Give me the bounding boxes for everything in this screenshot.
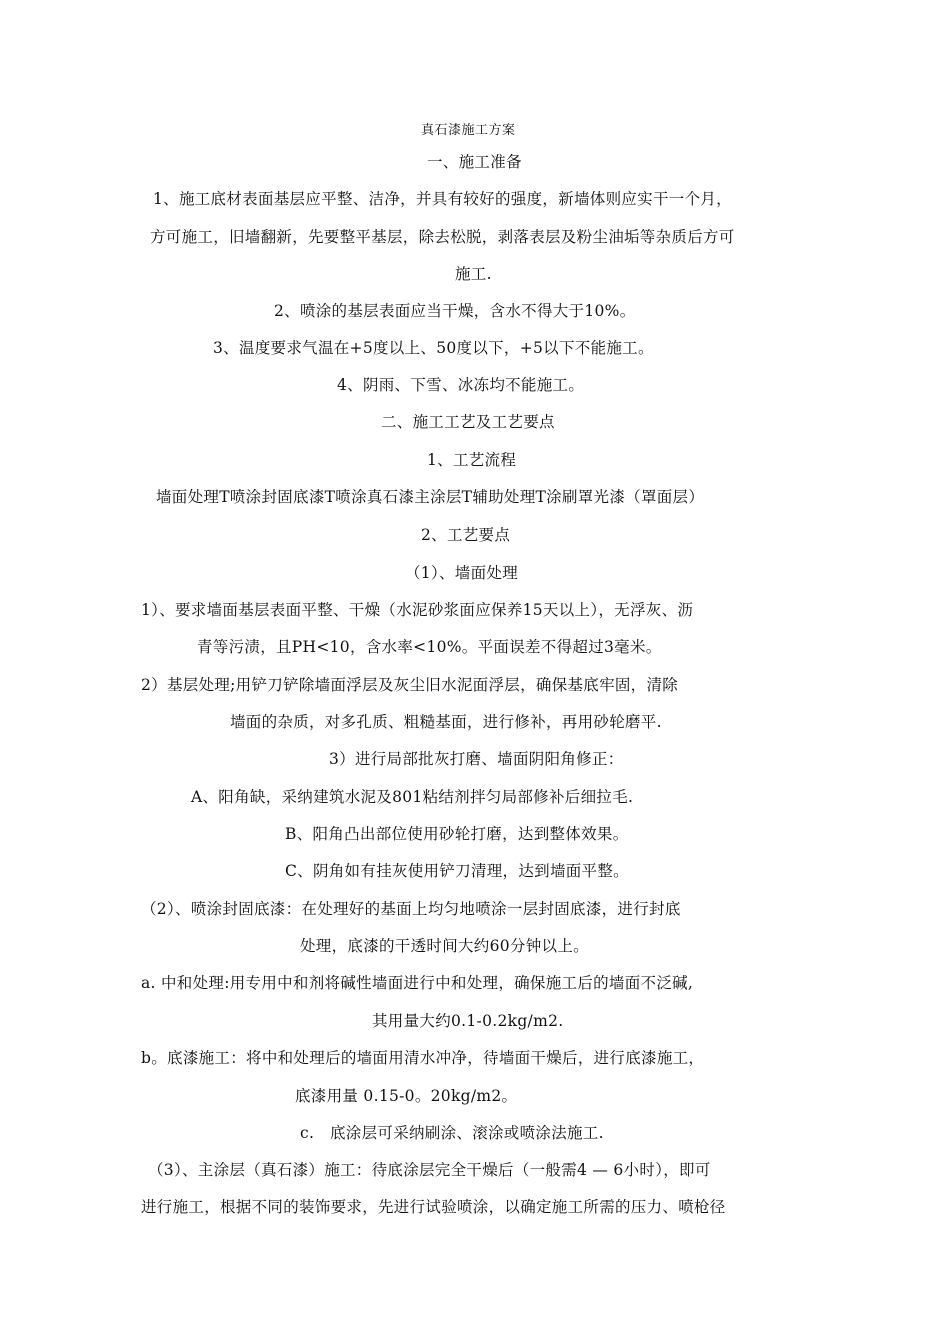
heading-wall-treatment: （1）、墙面处理	[405, 564, 519, 582]
paragraph-line: 方可施工，旧墙翻新，先要整平基层，除去松脱，剥落表层及粉尘油垢等杂质后方可	[150, 228, 735, 246]
paragraph-line: 其用量大约0.1-0.2kg/m2.	[372, 1012, 564, 1030]
heading-construction-preparation: 一、施工准备	[427, 153, 522, 171]
paragraph-line: （2）、喷涂封固底漆：在处理好的基面上均匀地喷涂一层封固底漆，进行封底	[141, 900, 681, 918]
paragraph-line: 1、施工底材表面基层应平整、洁净，并具有较好的强度，新墙体则应实干一个月，	[153, 190, 732, 208]
paragraph-line: B、阳角凸出部位使用砂轮打磨，达到整体效果。	[285, 825, 629, 843]
paragraph-line: 4、阴雨、下雪、冰冻均不能施工。	[337, 376, 585, 394]
paragraph-line: 处理，底漆的干透时间大约60分钟以上。	[300, 937, 589, 955]
paragraph-line: C、阴角如有挂灰使用铲刀清理，达到墙面平整。	[285, 862, 629, 880]
paragraph-line: 1）、要求墙面基层表面平整、干燥（水泥砂浆面应保养15天以上），无浮灰、沥	[141, 601, 694, 619]
paragraph-line: 3）进行局部批灰打磨、墙面阴阳角修正：	[329, 750, 624, 768]
paragraph-line: A、阳角缺，采纳建筑水泥及801粘结剂拌匀局部修补后细拉毛.	[191, 788, 634, 806]
paragraph-line: 进行施工，根据不同的装饰要求，先进行试验喷涂，以确定施工所需的压力、喷枪径	[141, 1198, 726, 1216]
heading-process-flow: 1、工艺流程	[427, 451, 517, 469]
paragraph-line: 2）基层处理;用铲刀铲除墙面浮层及灰尘旧水泥面浮层，确保基底牢固，清除	[141, 676, 679, 694]
heading-process-and-key-points: 二、施工工艺及工艺要点	[381, 413, 555, 431]
document-title: 真石漆施工方案	[421, 123, 516, 138]
paragraph-line: 2、喷涂的基层表面应当干燥，含水不得大于10%。	[274, 302, 636, 320]
paragraph-line: a. 中和处理:用专用中和剂将碱性墙面进行中和处理，确保施工后的墙面不泛碱,	[141, 974, 694, 992]
paragraph-line: 施工.	[455, 265, 492, 283]
paragraph-line: （3）、主涂层（真石漆）施工：待底涂层完全干燥后（一般需4 — 6小时），即可	[148, 1161, 711, 1179]
paragraph-line: 墙面处理T喷涂封固底漆T喷涂真石漆主涂层T辅助处理T涂刷罩光漆（罩面层）	[156, 488, 705, 506]
paragraph-line: 3、温度要求气温在+5度以上、50度以下，+5以下不能施工。	[213, 339, 654, 357]
paragraph-line: 墙面的杂质，对多孔质、粗糙基面，进行修补，再用砂轮磨平.	[230, 713, 662, 731]
paragraph-line: 底漆用量 0.15-0。20kg/m2。	[295, 1087, 518, 1105]
paragraph-line: b。底漆施工：将中和处理后的墙面用清水冲净，待墙面干燥后，进行底漆施工，	[141, 1049, 705, 1067]
heading-key-points: 2、工艺要点	[421, 526, 511, 544]
paragraph-line: c. 底涂层可采纳刷涂、滚涂或喷涂法施工.	[300, 1124, 604, 1142]
paragraph-line: 青等污渍，且PH<10，含水率<10%。平面误差不得超过3毫米。	[197, 638, 662, 656]
